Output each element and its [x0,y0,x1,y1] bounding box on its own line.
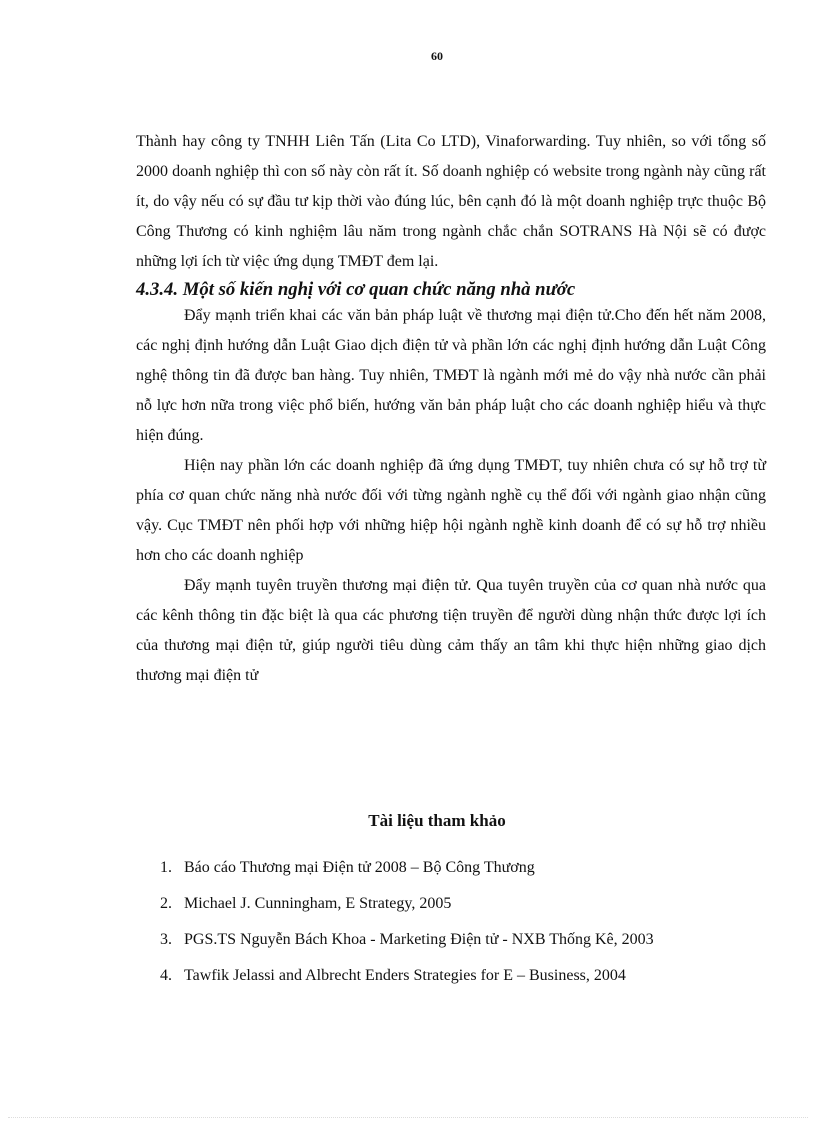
reference-item [160,855,780,891]
references-list [160,855,780,999]
reference-number: 2. [160,895,172,912]
reference-text: Tawfik Jelassi and Albrecht Enders Strategies for E – Business, 2004 [184,967,626,984]
reference-item [160,891,780,927]
body-paragraph: Hiện nay phần lớn các doanh nghiệp đã ứng dụng TMĐT, tuy nhiên chưa có sự hỗ trợ từ phía cơ quan chức năng nhà nước đối với từng ngành nghề cụ thể đối với ngành giao nhận cũng vậy. Cục TMĐT nên phối hợp với những hiệp hội ngành nghề kinh doanh để có sự hỗ trợ nhiều hơn cho các doanh nghiệp [136,457,766,564]
page-bottom-divider [8,1117,808,1118]
reference-text: PGS.TS Nguyễn Bách Khoa - Marketing Điện tử - NXB Thống Kê, 2003 [184,931,654,948]
intro-paragraph: Thành hay công ty TNHH Liên Tấn (Lita Co LTD), Vinaforwarding. Tuy nhiên, so với tổng số 2000 doanh nghiệp thì con số này còn rất ít. Số doanh nghiệp có website trong ngành này cũng rất ít, do vậy nếu có sự đầu tư kịp thời vào đúng lúc, bên cạnh đó là một doanh nghiệp trực thuộc Bộ Công Thương có kinh nghiệm lâu năm trong ngành chắc chắn SOTRANS Hà Nội sẽ có được những lợi ích từ việc ứng dụng TMĐT đem lại. [136,133,766,270]
document-body [136,127,766,691]
page-number: 60 [431,49,443,63]
body-paragraph: Đẩy mạnh triển khai các văn bản pháp luật về thương mại điện tử.Cho đến hết năm 2008, các nghị định hướng dẫn Luật Giao dịch điện tử và phần lớn các nghị định hướng dẫn Luật Công nghệ thông tin đã được ban hàng. Tuy nhiên, TMĐT là ngành mới mẻ do vậy nhà nước cần phải nỗ lực hơn nữa trong việc phổ biến, hướng văn bản pháp luật cho các doanh nghiệp hiểu và thực hiện đúng. [136,307,766,444]
reference-item [160,963,780,999]
body-paragraph: Đẩy mạnh tuyên truyền thương mại điện tử. Qua tuyên truyền của cơ quan nhà nước qua các kênh thông tin đặc biệt là qua các phương tiện truyền để người dùng nhận thức được lợi ích của thương mại điện tử, giúp người tiêu dùng cảm thấy an tâm khi thực hiện những giao dịch thương mại điện tử [136,577,766,684]
reference-number: 4. [160,967,172,984]
section-heading: 4.3.4. Một số kiến nghị với cơ quan chức năng nhà nước [136,279,576,300]
reference-text: Báo cáo Thương mại Điện tử 2008 – Bộ Công Thương [184,859,535,876]
reference-item [160,927,780,963]
references-title: Tài liệu tham khảo [368,811,506,831]
reference-number: 3. [160,931,172,948]
reference-text: Michael J. Cunningham, E Strategy, 2005 [184,895,452,912]
reference-number: 1. [160,859,172,876]
